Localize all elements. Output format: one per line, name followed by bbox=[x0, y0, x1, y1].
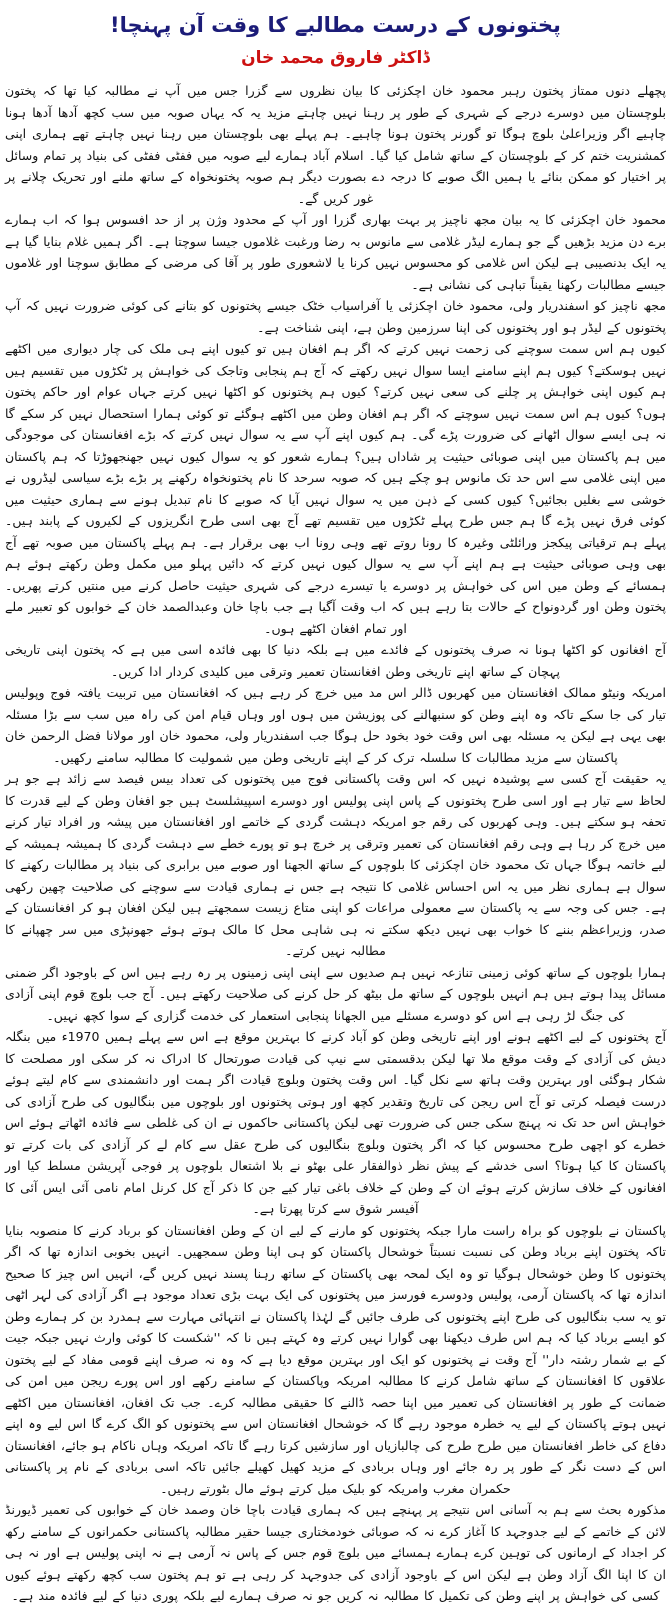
article-paragraph: مذکورہ بحث سے ہم بہ آسانی اس نتیجے پر پہنچے ہیں کہ ہماری قیادت باچا خان وصمد خان کے خوابوں کی تعمیر ڈیورنڈ لائن کے خاتمے کے لیے جدوجہد کا آغاز کرے نہ کہ صوبائی خودمختاری جیسا حقیر مطالبہ پاکستانی حکمرانوں کے سامنے رکھ کر اجداد کے ارمانوں کی توہین کرے ہمارے ہمسائے میں بلوچ قوم جس کے پاس نہ آرمی ہے نہ اپنی پولیس ہے اور نہ ہی ان کا اپنا الگ آزاد وطن ہے لیکن اس کے باوجود آزادی کی جدوجہد کر رہی ہے تو ہم پختون سب کچھ رکھتے ہوئے کیوں کسی کی خواہش پر اپنے وطن کی تکمیل کا مطالبہ نہ کریں جو نہ صرف ہمارے لیے بلکہ پوری دنیا کے لیے فائدہ مند ہے۔ bbox=[5, 1502, 666, 1603]
article-paragraph: محمود خان اچکزئی کا یہ بیان مجھ ناچیز پر بہت بھاری گزرا اور آپ کے محدود وژن پر از حد افسوس ہوا کہ اب ہمارے برے دن مزید بڑھیں گے جو ہمارے لیڈر غلامی سے مانوس بہ رضا ورغبت غلاموں جیسا سوچتا ہے۔ اگر ہمیں غلام بنایا گیا ہے یہ ایک بدنصیبی ہے لیکن اس غلامی کو محسوس نہیں کرنا یا لاشعوری طور پر آقا کی مرضی کے مطابق سوچنا اور غلاموں جیسے مطالبات رکھنا یقیناً تباہی کی نشانی ہے۔ bbox=[5, 212, 666, 292]
article-paragraph: پاکستان نے بلوچوں کو براہ راست مارا جبکہ پختونوں کو مارنے کے لیے ان کے وطن افغانستان کو برباد کرنے کا منصوبہ بنایا تاکہ پختون اپنے برباد وطن کی نسبت نسبتاً خوشحال پاکستان کو ہی اپنا وطن سمجھیں۔ انہیں بخوبی اندازہ تھا کہ اگر پختونوں کا وطن خوشحال ہوگیا تو وہ ایک لمحہ بھی پاکستان کے ساتھ رہنا پسند نہیں کریں گے، انہیں اس چیز کا صحیح اندازہ تھا کہ پاکستان آرمی، پولیس ودوسرے فورسز میں پختونوں کی ایک بہت بڑی تعداد موجود ہے اگر آزادی کی لہر اٹھی تو یہ سب بنگالیوں کی طرح اپنے پختونوں کی طرف جائیں گے لہٰذا پاکستان نے انتہائی مہارت سے ہمدرد بن کر ہمارے وطن کو ایسے برباد کیا کہ ہم اس طرف دیکھنا بھی گوارا نہیں کرتے وہ کہتے ہیں نا کہ ''شکست کا کوئی وارث نہیں جبکہ جیت کے بے شمار رشتہ دار'' آج وقت نے پختونوں کو ایک اور بہترین موقع دیا ہے کہ وہ نہ صرف اپنے قومی مفاد کے لیے پختون علاقوں کا افغانستان کے ساتھ شامل کرنے کا مطالبہ امریکہ وپاکستان کے سامنے رکھے اور اس پورے ریجن میں امن کی ضمانت کے طور پر افغانستان کی تعمیر میں اپنا حصہ ڈالنے کا حقیقی مطالبہ کرے۔ جب تک افغان، افغانستان میں اکٹھے نہیں ہوتے پاکستان کے لیے یہ خطرہ موجود رہے گا کہ خوشحال افغانستان اس سے پختونوں کو الگ کرے گا اس لیے وہ اپنے دفاع کی خاطر افغانستان میں طرح طرح کی چالبازیاں اور سازشیں کرتا رہے گا تاکہ امریکہ وہاں ناکام ہو جائے، افغانستان اس کے دست نگر کے طور پر رہ جائے اور وہاں بربادی کے مزید کھیل کھیلے جائیں تاکہ اسی بربادی کے نام پر پاکستانی حکمران مغرب وامریکہ کو بلیک میل کرتے ہوئے مال بٹورتے رہیں۔ bbox=[5, 1222, 666, 1496]
article-paragraph: امریکہ ونیٹو ممالک افغانستان میں کھربوں ڈالر اس مد میں خرچ کر رہے ہیں کہ افغانستان میں تربیت یافتہ فوج وپولیس تیار کی جا سکے تاکہ وہ اپنے وطن کو سنبھالنے کی پوزیشن میں ہوں اور وہاں قیام امن کی راہ میں سب سے بڑا مسئلہ بھی یہی ہے لیکن یہ مسئلہ بھی اس وقت خود بخود حل ہوگا جب اسفندریار ولی، محمود خان اور مولانا فضل الرحمن خان پاکستان سے مزید مطالبات کا سلسلہ ترک کر کے اپنے تاریخی وطن میں شمولیت کا مطالبہ سامنے رکھیں۔ bbox=[5, 685, 666, 765]
article-body bbox=[5, 80, 666, 1607]
article-paragraph: یہ حقیقت آج کسی سے پوشیدہ نہیں کہ اس وقت پاکستانی فوج میں پختونوں کی تعداد بیس فیصد سے زائد ہے جو ہر لحاظ سے تیار ہے اور اسی طرح پختونوں کے پاس اپنی پولیس اور دوسرے اسپیشلسٹ ہیں جو افغان وطن کے لیے قدرت کا تحفہ ہو سکتے ہیں۔ وہی کھربوں کی رقم جو امریکہ دہشت گردی کے خاتمے اور افغانستان میں پیشہ ور افراد تیار کرنے میں خرچ کر رہا ہے وہی رقم افغانستان کی تعمیر وترقی پر خرچ ہو تو پورے خطے سے دہشت گردی کا ہمیشہ ہمیشہ کے لیے خاتمہ ہوگا جہاں تک محمود خان اچکزئی کا بلوچوں کے ساتھ الجھنا اور صوبے میں برابری کی بنیاد پر مطالبات رکھنے کا سوال ہے ہماری نظر میں یہ اس احساس غلامی کا نتیجہ ہے جس نے ہماری قیادت سے سوچنے کی صلاحیت چھین رکھی ہے۔ جس کی وجہ سے یہ پاکستان سے معمولی مراعات کو اپنی متاع زیست سمجھتے ہیں لیکن افغان ہو کر افغانستان کے صدر، وزیراعظم بننے کا خواب بھی نہیں دیکھ سکتے نہ ہی شاہی محل کا مالک ہوتے ہوئے جھونپڑی میں سر چھپانے کا مطالبہ نہیں کرتے۔ bbox=[5, 771, 666, 958]
article-paragraph: آج افغانوں کو اکٹھا ہونا نہ صرف پختونوں کے فائدے میں ہے بلکہ دنیا کا بھی فائدہ اسی میں ہے کہ پختون اپنی تاریخی پہچان کے ساتھ اپنے تاریخی وطن افغانستان تعمیر وترقی میں کلیدی کردار ادا کریں۔ bbox=[5, 642, 666, 679]
article-paragraph: پچھلے دنوں ممتاز پختون رہبر محمود خان اچکزئی کا بیان نظروں سے گزرا جس میں آپ نے مطالبہ کیا تھا کہ پختون بلوچستان میں دوسرے درجے کے شہری کے طور پر رہنا نہیں چاہتے مزید یہ کہ یہاں صوبہ میں سب کچھ آدھا آدھا ہونا چاہیے اگر وزیراعلیٰ بلوچ ہوگا تو گورنر پختون ہونا چاہیے۔ ہم پہلے بھی بلوچستان میں رہنا نہیں چاہتے تھے ہماری اپنی کمشنریت ختم کر کے بلوچستان کے ساتھ شامل کیا گیا۔ اسلام آباد ہمارے لیے صوبہ میں ففٹی ففٹی کی بنیاد پر تمام وسائل پر اختیار کو ممکن بنائے یا ہمیں الگ صوبے کا درجہ دے بصورت دیگر ہم صوبہ پختونخواہ کے ساتھ ملنے اور تحریک چلانے پر غور کریں گے۔ bbox=[5, 83, 666, 206]
article-paragraph: مجھ ناچیز کو اسفندریار ولی، محمود خان اچکزئی یا آفراسیاب خٹک جیسے پختونوں کو بتانے کی کوئی ضرورت نہیں کہ آپ پختونوں کے لیڈر ہو اور پختونوں کی اپنا سرزمین وطن ہے، اپنی شناخت ہے۔ bbox=[5, 298, 666, 335]
article-author-byline: ڈاکٹر فاروق محمد خان bbox=[241, 48, 430, 68]
article-paragraph: آج پختونوں کے لیے اکٹھے ہونے اور اپنے تاریخی وطن کو آباد کرنے کا بہترین موقع ہے اس سے پہلے ہمیں 1970ء میں بنگلہ دیش کی آزادی کے وقت موقع ملا تھا لیکن بدقسمتی سے نیپ کی قیادت صورتحال کا ادراک نہ کر سکی اور مصلحت کا شکار ہوگئی اور بہترین وقت ہاتھ سے نکل گیا۔ اس وقت پختون وبلوچ قیادت اگر ہمت اور دانشمندی سے کام لیتے ہوئے درست فیصلہ کرتی تو آج اس ریجن کی تاریخ وتقدیر کچھ اور ہوتی پختونوں اور بلوچوں میں بنگالیوں کی طرح آزادی کی خواہش اس حد تک نہ پہنچ سکی جس کی ضرورت تھی لیکن پاکستانی حاکموں نے ان کی غلطی سے فائدہ اٹھاتے ہوئے اس خطرے کو اچھی طرح محسوس کیا کہ اگر پختون وبلوچ بنگالیوں کی طرح عقل سے کام لے کر آزادی کی بات کرتے تو پاکستان کا کیا ہوتا؟ اسی خدشے کے پیش نظر ذوالفقار علی بھٹو نے بلا اشتعال بلوچوں پر فوجی آپریشن مسلط کیا اور افغانوں کے خلاف سازش کرتے ہوئے ان کے وطن کے خلاف باغی تیار کیے جن کا ذکر آج کل کرنل امام نامی آئی ایس آئی کا آفیسر شوق سے کرتا پھرتا ہے۔ bbox=[5, 1029, 666, 1216]
article-headline: پختونوں کے درست مطالبے کا وقت آن پہنچا! bbox=[110, 13, 561, 37]
article-paragraph: ہمارا بلوچوں کے ساتھ کوئی زمینی تنازعہ نہیں ہم صدیوں سے اپنی اپنی زمینوں پر رہ رہے ہیں اس کے باوجود اگر ضمنی مسائل پیدا ہوتے ہیں ہم انہیں بلوچوں کے ساتھ مل بیٹھ کر حل کرنے کی صلاحیت رکھتے ہیں۔ آج جب بلوچ قوم اپنی آزادی کی جنگ لڑ رہی ہے اس کو دوسرے مسئلے میں الجھانا پنجابی استعمار کی خدمت گزاری کے سوا کچھ نہیں۔ bbox=[5, 964, 666, 1023]
article-paragraph: کیوں ہم اس سمت سوچنے کی زحمت نہیں کرتے کہ اگر ہم افغان ہیں تو کیوں اپنے ہی ملک کی چار دیواری میں اکٹھے نہیں ہوسکتے؟ کیوں ہم اپنے سامنے ایسا سوال نہیں رکھتے کہ آج ہم پنجابی وتاجک کی خواہش پر ٹکڑوں میں تقسیم ہیں ہم کیوں اپنی خواہش پر چلنے کی سعی نہیں کرتے؟ کیوں ہم پختونوں کو اکٹھا نہیں کرتے جہاں عوام اور حاکم پختون ہوں؟ کیوں ہم اس سمت نہیں سوچتے کہ اگر ہم افغان وطن میں اکٹھے ہوگئے تو کوئی ہمارا استحصال نہیں کر سکے گا نہ ہی ایسے سوال اٹھانے کی ضرورت پڑے گی۔ ہم کیوں اپنے آپ سے یہ سوال نہیں کرتے کہ بڑے افغانستان کی موجودگی میں ہم پاکستان میں اپنی صوبائی حیثیت پر شاداں ہیں؟ ہمارے شعور کو یہ سوال کیوں نہیں جھنجھوڑتا کہ ہم پاکستان میں اپنی غلامی سے اس حد تک مانوس ہو چکے ہیں کہ صوبہ سرحد کا نام پختونخواہ رکھنے پر بڑے بڑے سیاسی لیڈروں نے خوشی سے بغلیں بجائیں؟ کیوں کسی کے ذہن میں یہ سوال نہیں آیا کہ صوبے کا نام تبدیل ہونے سے ہماری حیثیت میں کوئی فرق نہیں پڑے گا ہم جس طرح پہلے ٹکڑوں میں تقسیم تھے آج بھی اسی طرح انگریزوں کے لکیروں کے پابند ہیں۔ پہلے ہم ترقیاتی پیکجز ورائلٹی وغیرہ کا رونا روتے تھے وہی رونا اب بھی برقرار ہے۔ ہم پہلے پاکستان میں صوبہ تھے آج بھی وہی صوبائی حیثیت ہے ہم اپنے آپ سے یہ سوال کیوں نہیں کرتے کہ دائیں پہلو میں مکمل وطن رکھتے ہوئے ہم ہمسائے کے وطن میں اس کی خواہش پر دوسرے یا تیسرے درجے کی شہری حیثیت حاصل کرنے میں منتیں کرتے پھریں۔ پختون وطن اور گردونواح کے حالات بتا رہے ہیں کہ اب وقت آگیا ہے جب باچا خان وعبدالصمد خان کے خوابوں کو تعبیر ملے اور تمام افغان اکٹھے ہوں۔ bbox=[5, 341, 666, 636]
